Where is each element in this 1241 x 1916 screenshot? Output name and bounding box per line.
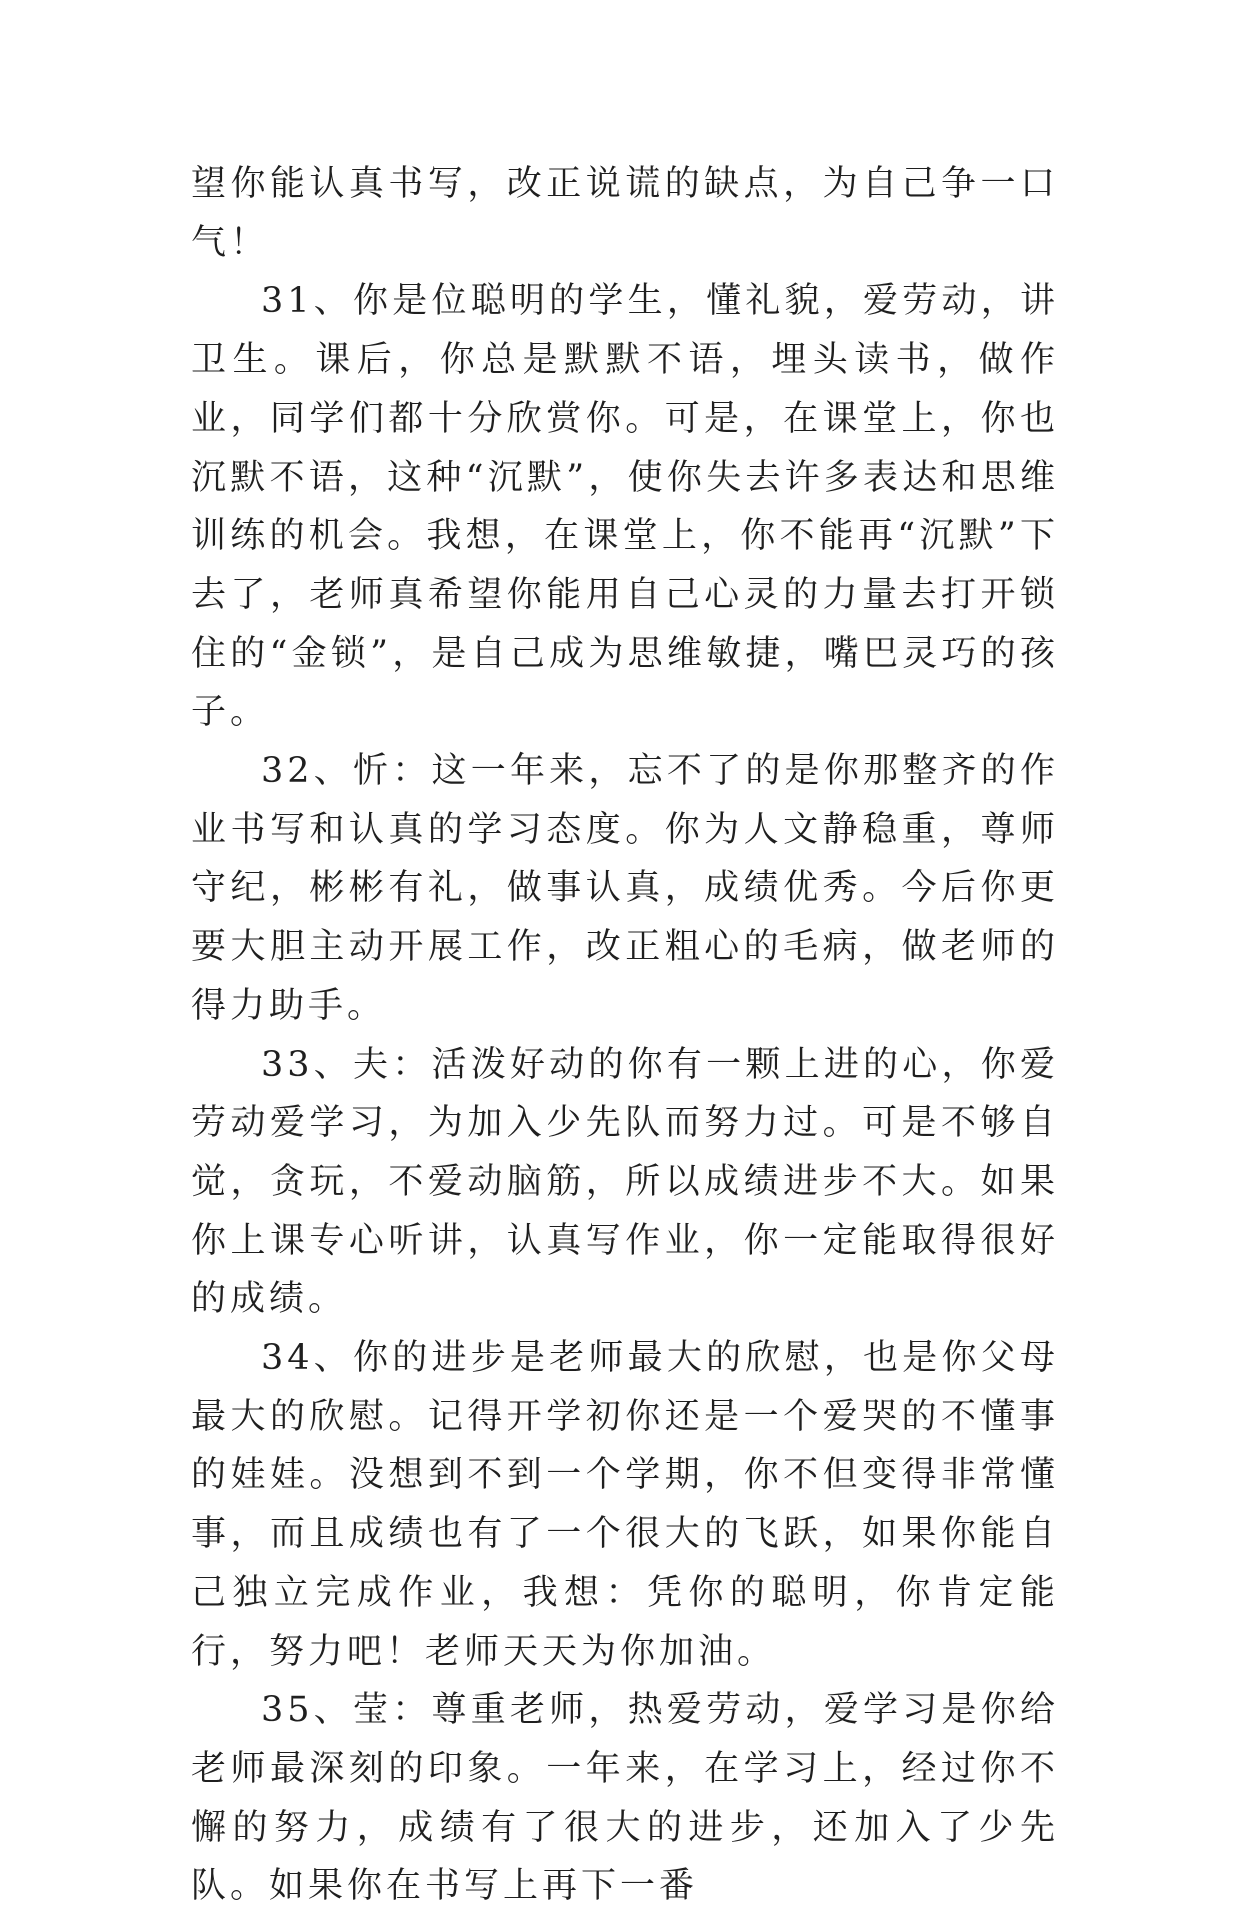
paragraph-32: 32、忻：这一年来，忘不了的是你那整齐的作业书写和认真的学习态度。你为人文静稳重，尊师守纪，彬彬有礼，做事认真，成绩优秀。今后你更要大胆主动开展工作，改正粗心的毛病，做老师的得力助手。 [191, 751, 1059, 1026]
body-text [191, 155, 1059, 1916]
paragraph-continuation: 望你能认真书写，改正说谎的缺点，为自己争一口气！ [191, 164, 1059, 263]
paragraph-31: 31、你是位聪明的学生，懂礼貌，爱劳动，讲卫生。课后，你总是默默不语，埋头读书，做作业，同学们都十分欣赏你。可是，在课堂上，你也沉默不语，这种“沉默”，使你失去许多表达和思维训练的机会。我想，在课堂上，你不能再“沉默”下去了，老师真希望你能用自己心灵的力量去打开锁住的“金锁”，是自己成为思维敏捷，嘴巴灵巧的孩子。 [191, 281, 1059, 733]
paragraph-33: 33、夫：活泼好动的你有一颗上进的心，你爱劳动爱学习，为加入少先队而努力过。可是不够自觉，贪玩，不爱动脑筋，所以成绩进步不大。如果你上课专心听讲，认真写作业，你一定能取得很好的成绩。 [191, 1044, 1059, 1320]
paragraph-35: 35、莹：尊重老师，热爱劳动，爱学习是你给老师最深刻的印象。一年来，在学习上，经过你不懈的努力，成绩有了很大的进步，还加入了少先队。如果你在书写上再下一番 [191, 1690, 1059, 1907]
paragraph-34: 34、你的进步是老师最大的欣慰，也是你父母最大的欣慰。记得开学初你还是一个爱哭的不懂事的娃娃。没想到不到一个学期，你不但变得非常懂事，而且成绩也有了一个很大的飞跃，如果你能自己独立完成作业，我想：凭你的聪明，你肯定能行，努力吧！老师天天为你加油。 [191, 1338, 1059, 1672]
